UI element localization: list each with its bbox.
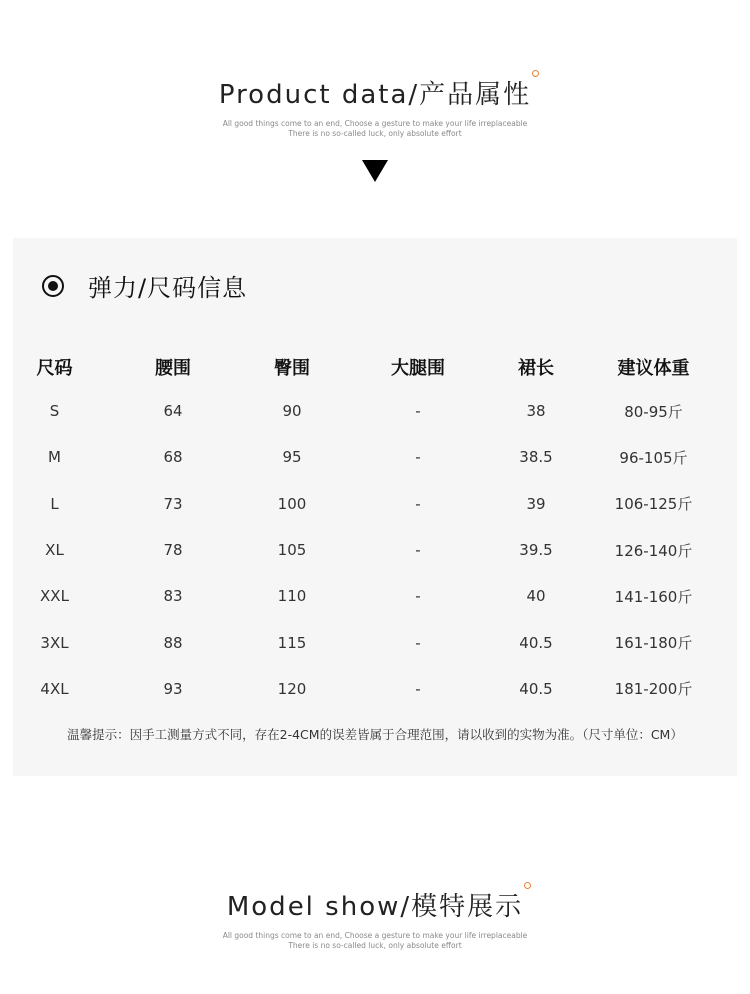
table-cell: 95 [282,448,302,467]
table-cell: 83 [163,587,183,606]
table-cell: 93 [163,679,183,698]
table-row [13,481,737,527]
measurement-note: 温馨提示：因手工测量方式不同，存在2-4CM的误差皆属于合理范围，请以收到的实物为准。（尺寸单位：CM） [67,727,683,742]
table-cell: 38 [526,402,546,421]
table-row [13,666,737,712]
table-cell: - [415,494,421,513]
table-cell: 40.5 [519,679,553,698]
column-header: 裙长 [518,358,554,379]
table-cell: 161-180斤 [614,634,693,653]
table-cell: XL [45,541,64,560]
column-header: 尺码 [36,358,73,379]
table-cell: 78 [163,541,183,560]
table-cell: 106-125斤 [614,495,693,514]
table-cell: S [49,402,60,421]
model-show-subtitle [0,931,750,951]
size-info-panel [13,238,737,776]
table-cell: 126-140斤 [614,541,693,560]
table-cell: 39 [526,494,546,513]
product-data-header [0,74,750,139]
model-show-header [0,886,750,951]
table-row [13,573,737,619]
table-cell: - [415,402,421,421]
table-cell: - [415,633,421,652]
table-cell: 105 [277,541,307,560]
table-cell: 40.5 [519,633,553,652]
table-cell: 39.5 [519,541,553,560]
table-cell: 73 [163,494,183,513]
table-cell: 110 [277,587,307,606]
size-table [13,346,737,712]
product-data-title [219,74,531,111]
table-cell: 90 [282,402,302,421]
subtitle-line-2: There is no so-called luck, only absolute effort [288,941,462,950]
table-row [13,388,737,434]
column-header: 建议体重 [617,358,690,379]
size-panel-header [42,268,247,303]
accent-dot-icon [532,70,539,77]
model-show-title-text: Model show/模特展示 [226,892,524,922]
column-header: 臀围 [274,358,310,379]
accent-dot-icon [524,882,531,889]
table-cell: - [415,679,421,698]
table-cell: 100 [277,494,307,513]
table-cell: 80-95斤 [624,402,683,421]
table-cell: L [50,494,59,513]
product-data-title-text: Product data/产品属性 [218,80,532,110]
table-cell: 88 [163,633,183,652]
table-cell: 3XL [40,633,69,652]
table-cell: - [415,541,421,560]
table-cell: 38.5 [519,448,553,467]
size-panel-title: 弹力/尺码信息 [88,274,248,302]
table-row [13,527,737,573]
subtitle-line-1: All good things come to an end, Choose a gesture to make your life irreplaceable [222,119,528,128]
table-row [13,619,737,665]
table-cell: 4XL [40,679,69,698]
table-cell: 120 [277,679,307,698]
table-cell: 68 [163,448,183,467]
table-cell: 64 [163,402,183,421]
subtitle-line-1: All good things come to an end, Choose a gesture to make your life irreplaceable [222,931,528,940]
table-cell: 40 [526,587,546,606]
table-header-row [13,346,737,388]
radio-bullet-icon [42,275,64,297]
table-cell: 96-105斤 [619,448,688,467]
table-cell: 181-200斤 [614,680,693,699]
product-data-subtitle [0,119,750,139]
table-cell: XXL [40,587,69,606]
column-header: 大腿围 [391,358,445,379]
table-row [13,434,737,480]
down-triangle-icon [362,160,388,182]
table-cell: M [48,448,61,467]
table-cell: - [415,448,421,467]
subtitle-line-2: There is no so-called luck, only absolute effort [288,129,462,138]
model-show-title [227,886,523,923]
column-header: 腰围 [155,358,191,379]
table-cell: 115 [277,633,307,652]
table-cell: - [415,587,421,606]
table-cell: 141-160斤 [614,587,693,606]
